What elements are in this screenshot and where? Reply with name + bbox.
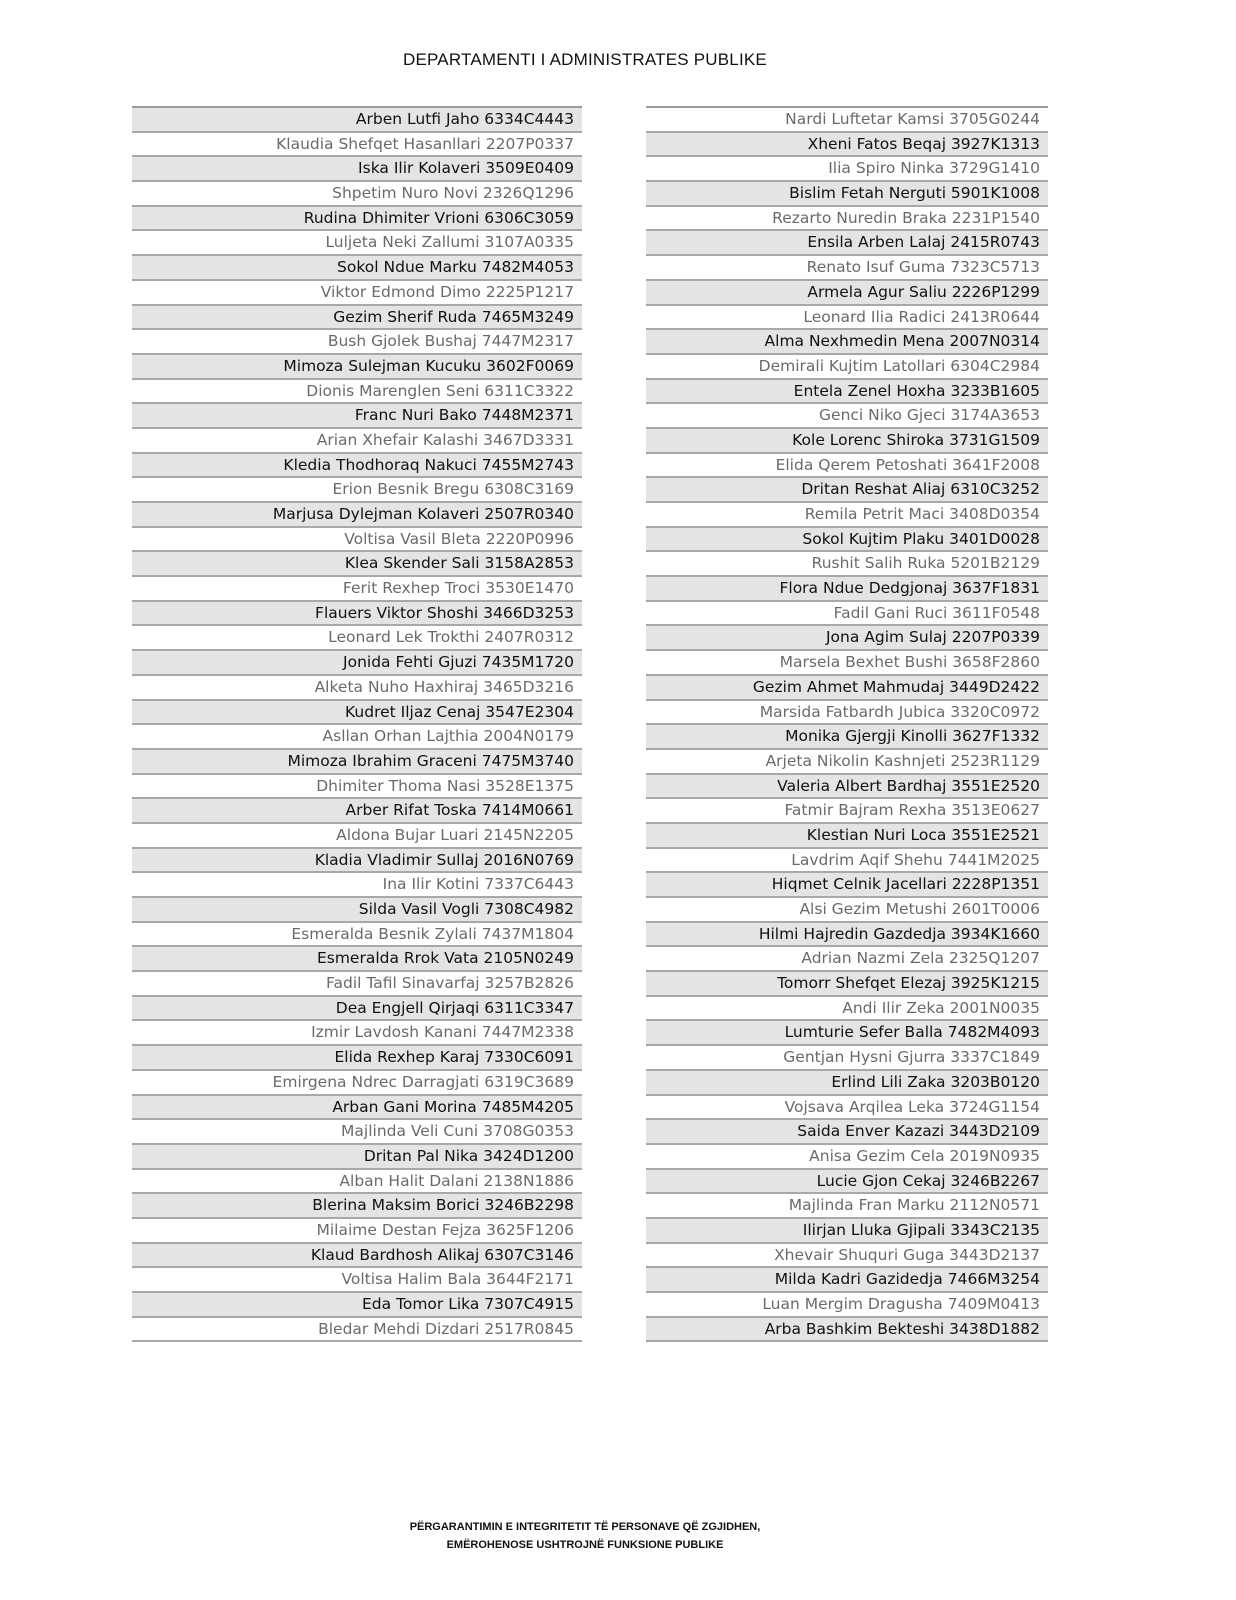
list-item: Jonida Fehti Gjuzi 7435M1720 bbox=[132, 651, 582, 676]
footer-line-1: PËRGARANTIMIN E INTEGRITETIT TË PERSONAVE QË ZGJIDHEN, bbox=[409, 1521, 761, 1533]
list-item: Saida Enver Kazazi 3443D2109 bbox=[646, 1120, 1048, 1145]
list-item: Kole Lorenc Shiroka 3731G1509 bbox=[646, 429, 1048, 454]
list-item: Alketa Nuho Haxhiraj 3465D3216 bbox=[132, 676, 582, 701]
list-item: Alban Halit Dalani 2138N1886 bbox=[132, 1170, 582, 1195]
right-name-list bbox=[646, 106, 1048, 1342]
list-item: Luljeta Neki Zallumi 3107A0335 bbox=[132, 231, 582, 256]
list-item: Izmir Lavdosh Kanani 7447M2338 bbox=[132, 1021, 582, 1046]
list-item: Klestian Nuri Loca 3551E2521 bbox=[646, 824, 1048, 849]
list-item: Ferit Rexhep Troci 3530E1470 bbox=[132, 577, 582, 602]
list-item: Dionis Marenglen Seni 6311C3322 bbox=[132, 380, 582, 405]
list-item: Ensila Arben Lalaj 2415R0743 bbox=[646, 231, 1048, 256]
list-item: Klea Skender Sali 3158A2853 bbox=[132, 552, 582, 577]
list-item: Eda Tomor Lika 7307C4915 bbox=[132, 1293, 582, 1318]
list-item: Rushit Salih Ruka 5201B2129 bbox=[646, 552, 1048, 577]
footer bbox=[0, 1518, 1170, 1554]
list-item: Marsela Bexhet Bushi 3658F2860 bbox=[646, 651, 1048, 676]
list-item: Ilirjan Lluka Gjipali 3343C2135 bbox=[646, 1219, 1048, 1244]
list-item: Flora Ndue Dedgjonaj 3637F1831 bbox=[646, 577, 1048, 602]
list-item: Dea Engjell Qirjaqi 6311C3347 bbox=[132, 997, 582, 1022]
list-item: Majlinda Veli Cuni 3708G0353 bbox=[132, 1120, 582, 1145]
list-item: Jona Agim Sulaj 2207P0339 bbox=[646, 626, 1048, 651]
list-item: Rudina Dhimiter Vrioni 6306C3059 bbox=[132, 207, 582, 232]
list-item: Anisa Gezim Cela 2019N0935 bbox=[646, 1145, 1048, 1170]
list-item: Entela Zenel Hoxha 3233B1605 bbox=[646, 380, 1048, 405]
list-item: Bislim Fetah Nerguti 5901K1008 bbox=[646, 182, 1048, 207]
list-item: Valeria Albert Bardhaj 3551E2520 bbox=[646, 775, 1048, 800]
list-item: Vojsava Arqilea Leka 3724G1154 bbox=[646, 1096, 1048, 1121]
list-item: Majlinda Fran Marku 2112N0571 bbox=[646, 1194, 1048, 1219]
list-item: Hiqmet Celnik Jacellari 2228P1351 bbox=[646, 873, 1048, 898]
list-item: Lavdrim Aqif Shehu 7441M2025 bbox=[646, 849, 1048, 874]
list-item: Alma Nexhmedin Mena 2007N0314 bbox=[646, 330, 1048, 355]
list-item: Fadil Gani Ruci 3611F0548 bbox=[646, 602, 1048, 627]
list-item: Hilmi Hajredin Gazdedja 3934K1660 bbox=[646, 923, 1048, 948]
list-item: Mimoza Sulejman Kucuku 3602F0069 bbox=[132, 355, 582, 380]
list-item: Milaime Destan Fejza 3625F1206 bbox=[132, 1219, 582, 1244]
list-item: Lumturie Sefer Balla 7482M4093 bbox=[646, 1021, 1048, 1046]
list-item: Klaudia Shefqet Hasanllari 2207P0337 bbox=[132, 133, 582, 158]
list-item: Klaud Bardhosh Alikaj 6307C3146 bbox=[132, 1244, 582, 1269]
footer-line-2: EMËROHENOSE USHTROJNË FUNKSIONE PUBLIKE bbox=[446, 1539, 724, 1551]
list-item: Leonard Lek Trokthi 2407R0312 bbox=[132, 626, 582, 651]
list-item: Shpetim Nuro Novi 2326Q1296 bbox=[132, 182, 582, 207]
list-item: Armela Agur Saliu 2226P1299 bbox=[646, 281, 1048, 306]
list-item: Erion Besnik Bregu 6308C3169 bbox=[132, 478, 582, 503]
list-item: Silda Vasil Vogli 7308C4982 bbox=[132, 898, 582, 923]
list-item: Kudret Iljaz Cenaj 3547E2304 bbox=[132, 701, 582, 726]
list-item: Arjeta Nikolin Kashnjeti 2523R1129 bbox=[646, 750, 1048, 775]
list-item: Kledia Thodhoraq Nakuci 7455M2743 bbox=[132, 454, 582, 479]
page-title: DEPARTAMENTI I ADMINISTRATES PUBLIKE bbox=[403, 50, 767, 69]
list-item: Esmeralda Besnik Zylali 7437M1804 bbox=[132, 923, 582, 948]
left-name-list bbox=[132, 106, 582, 1342]
list-item: Xheni Fatos Beqaj 3927K1313 bbox=[646, 133, 1048, 158]
list-item: Gentjan Hysni Gjurra 3337C1849 bbox=[646, 1046, 1048, 1071]
list-item: Milda Kadri Gazidedja 7466M3254 bbox=[646, 1268, 1048, 1293]
list-item: Arba Bashkim Bekteshi 3438D1882 bbox=[646, 1318, 1048, 1343]
list-item: Arban Gani Morina 7485M4205 bbox=[132, 1096, 582, 1121]
list-item: Arben Lutfi Jaho 6334C4443 bbox=[132, 108, 582, 133]
list-item: Flauers Viktor Shoshi 3466D3253 bbox=[132, 602, 582, 627]
list-item: Marjusa Dylejman Kolaveri 2507R0340 bbox=[132, 503, 582, 528]
list-item: Erlind Lili Zaka 3203B0120 bbox=[646, 1071, 1048, 1096]
list-item: Marsida Fatbardh Jubica 3320C0972 bbox=[646, 701, 1048, 726]
list-item: Luan Mergim Dragusha 7409M0413 bbox=[646, 1293, 1048, 1318]
list-item: Viktor Edmond Dimo 2225P1217 bbox=[132, 281, 582, 306]
list-item: Elida Rexhep Karaj 7330C6091 bbox=[132, 1046, 582, 1071]
list-item: Mimoza Ibrahim Graceni 7475M3740 bbox=[132, 750, 582, 775]
list-item: Bledar Mehdi Dizdari 2517R0845 bbox=[132, 1318, 582, 1343]
list-item: Fadil Tafil Sinavarfaj 3257B2826 bbox=[132, 972, 582, 997]
list-item: Adrian Nazmi Zela 2325Q1207 bbox=[646, 947, 1048, 972]
list-item: Fatmir Bajram Rexha 3513E0627 bbox=[646, 799, 1048, 824]
list-item: Iska Ilir Kolaveri 3509E0409 bbox=[132, 157, 582, 182]
list-item: Rezarto Nuredin Braka 2231P1540 bbox=[646, 207, 1048, 232]
list-item: Demirali Kujtim Latollari 6304C2984 bbox=[646, 355, 1048, 380]
list-item: Ilia Spiro Ninka 3729G1410 bbox=[646, 157, 1048, 182]
list-item: Blerina Maksim Borici 3246B2298 bbox=[132, 1194, 582, 1219]
list-item: Ina Ilir Kotini 7337C6443 bbox=[132, 873, 582, 898]
list-item: Nardi Luftetar Kamsi 3705G0244 bbox=[646, 108, 1048, 133]
list-item: Kladia Vladimir Sullaj 2016N0769 bbox=[132, 849, 582, 874]
list-item: Remila Petrit Maci 3408D0354 bbox=[646, 503, 1048, 528]
list-item: Gezim Sherif Ruda 7465M3249 bbox=[132, 306, 582, 331]
list-item: Bush Gjolek Bushaj 7447M2317 bbox=[132, 330, 582, 355]
list-item: Esmeralda Rrok Vata 2105N0249 bbox=[132, 947, 582, 972]
list-item: Voltisa Vasil Bleta 2220P0996 bbox=[132, 528, 582, 553]
list-item: Dhimiter Thoma Nasi 3528E1375 bbox=[132, 775, 582, 800]
list-item: Gezim Ahmet Mahmudaj 3449D2422 bbox=[646, 676, 1048, 701]
list-item: Voltisa Halim Bala 3644F2171 bbox=[132, 1268, 582, 1293]
list-item: Tomorr Shefqet Elezaj 3925K1215 bbox=[646, 972, 1048, 997]
list-item: Dritan Reshat Aliaj 6310C3252 bbox=[646, 478, 1048, 503]
list-item: Elida Qerem Petoshati 3641F2008 bbox=[646, 454, 1048, 479]
list-item: Leonard Ilia Radici 2413R0644 bbox=[646, 306, 1048, 331]
list-item: Xhevair Shuquri Guga 3443D2137 bbox=[646, 1244, 1048, 1269]
list-item: Lucie Gjon Cekaj 3246B2267 bbox=[646, 1170, 1048, 1195]
list-item: Franc Nuri Bako 7448M2371 bbox=[132, 404, 582, 429]
list-item: Renato Isuf Guma 7323C5713 bbox=[646, 256, 1048, 281]
list-item: Andi Ilir Zeka 2001N0035 bbox=[646, 997, 1048, 1022]
list-item: Sokol Kujtim Plaku 3401D0028 bbox=[646, 528, 1048, 553]
list-item: Arber Rifat Toska 7414M0661 bbox=[132, 799, 582, 824]
list-item: Alsi Gezim Metushi 2601T0006 bbox=[646, 898, 1048, 923]
list-item: Aldona Bujar Luari 2145N2205 bbox=[132, 824, 582, 849]
list-item: Arian Xhefair Kalashi 3467D3331 bbox=[132, 429, 582, 454]
list-item: Asllan Orhan Lajthia 2004N0179 bbox=[132, 725, 582, 750]
list-item: Monika Gjergji Kinolli 3627F1332 bbox=[646, 725, 1048, 750]
list-item: Sokol Ndue Marku 7482M4053 bbox=[132, 256, 582, 281]
list-item: Dritan Pal Nika 3424D1200 bbox=[132, 1145, 582, 1170]
list-item: Genci Niko Gjeci 3174A3653 bbox=[646, 404, 1048, 429]
list-item: Emirgena Ndrec Darragjati 6319C3689 bbox=[132, 1071, 582, 1096]
